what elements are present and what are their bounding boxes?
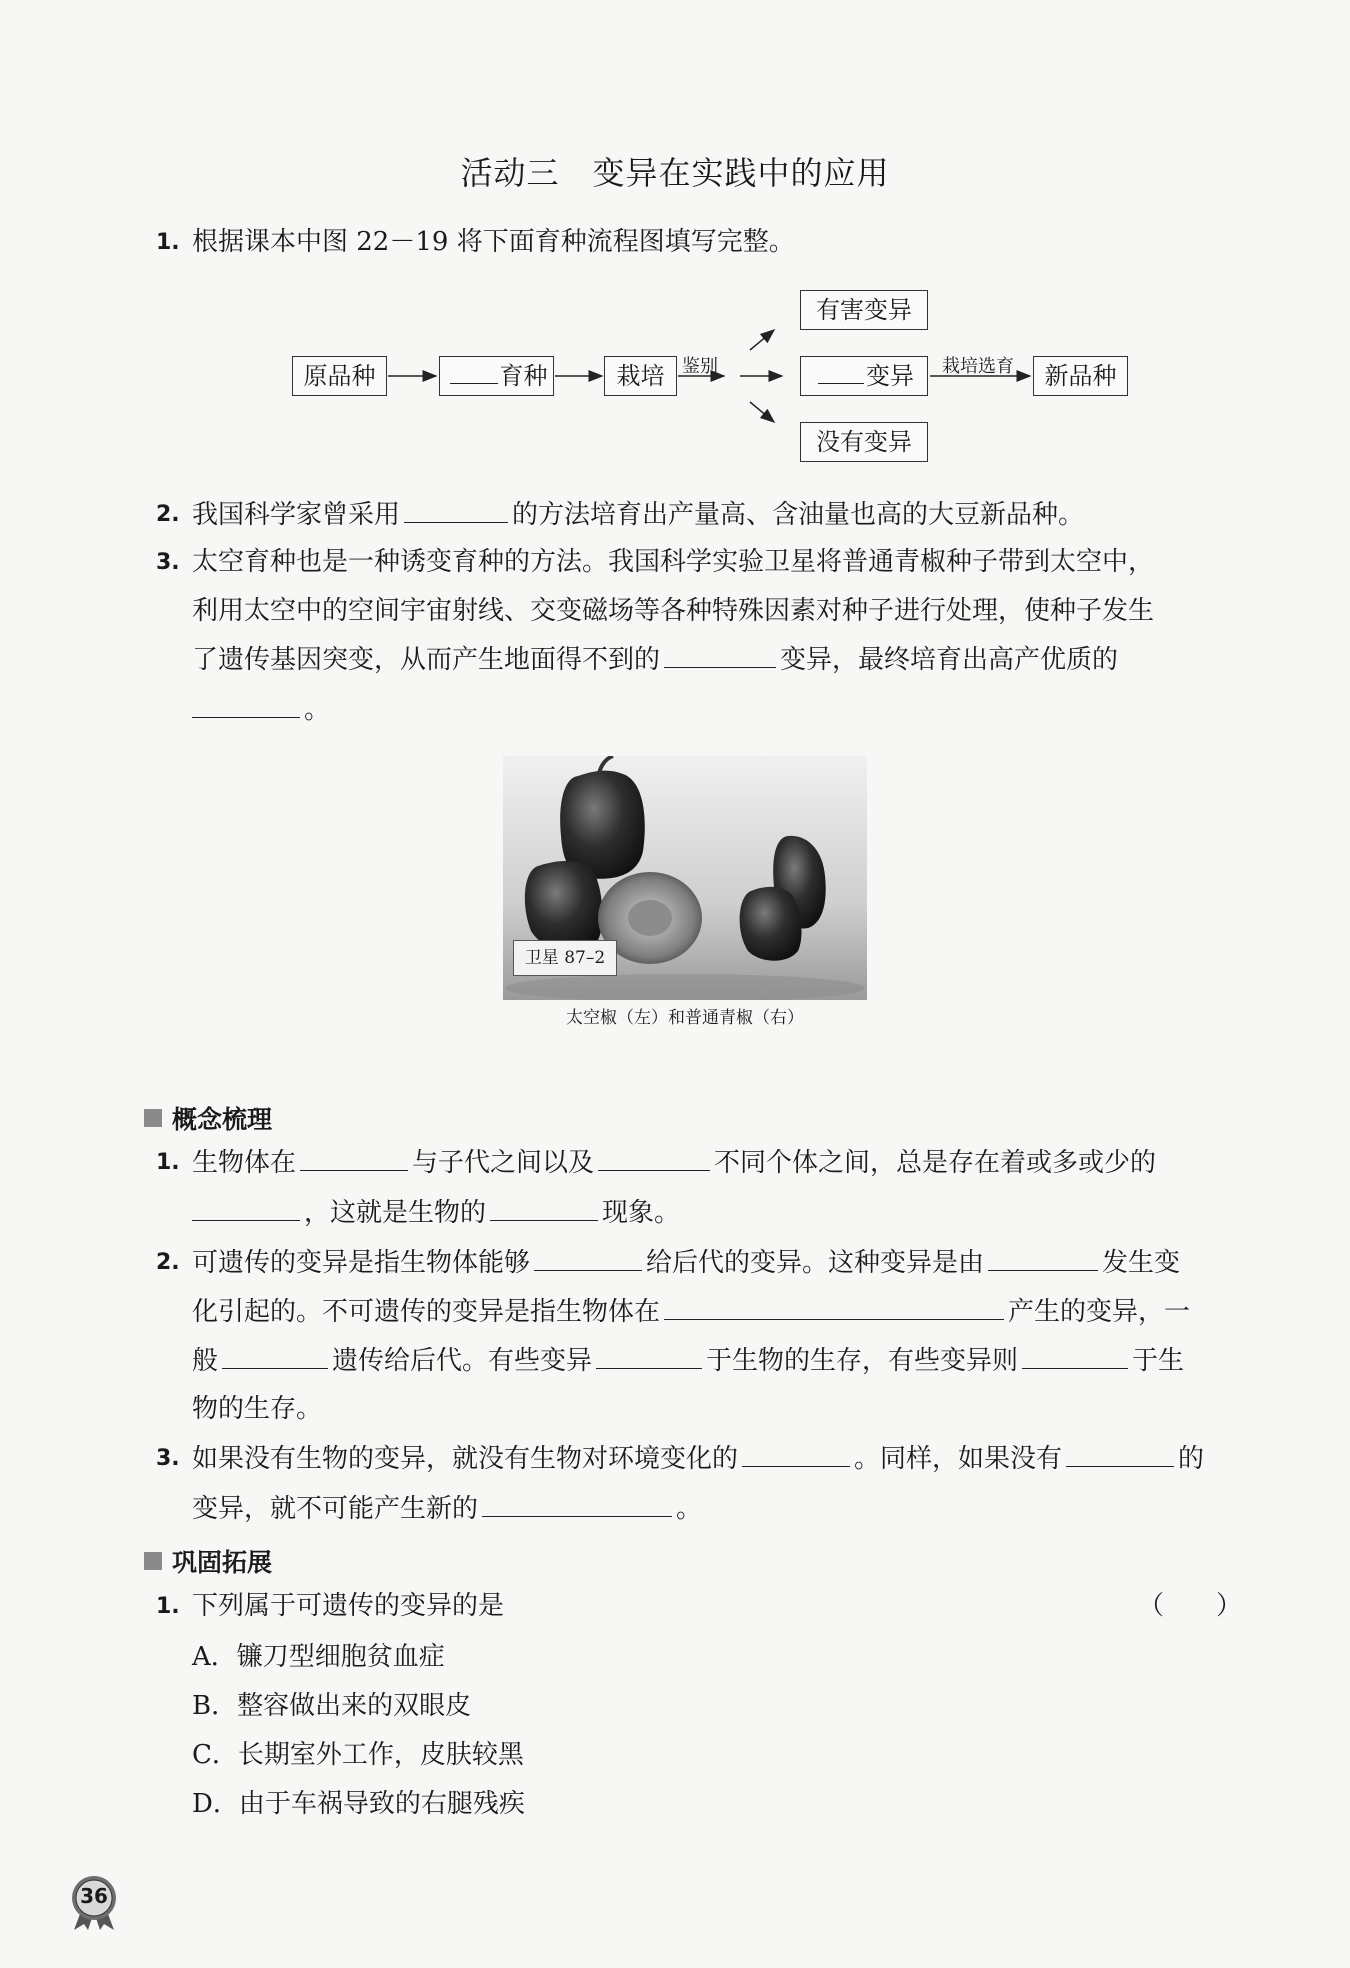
blank[interactable]	[222, 1343, 328, 1369]
question-text: 我国科学家曾采用 的方法培育出产量高、含油量也高的大豆新品种。	[192, 497, 1084, 532]
blank[interactable]	[450, 360, 498, 384]
question-number: 3.	[156, 1446, 180, 1471]
blank[interactable]	[1022, 1343, 1128, 1369]
question-text: 根据课本中图 22－19 将下面育种流程图填写完整。	[192, 227, 795, 257]
option-d[interactable]: D．由于车祸导致的右腿残疾	[192, 1789, 525, 1819]
flow-box-breeding: 育种	[439, 356, 554, 396]
activity-title: 活动三 变异在实践中的应用	[460, 154, 890, 192]
question-number: 3.	[156, 550, 180, 575]
question-text: 物的生存。	[192, 1394, 323, 1424]
question-text: 生物体在 与子代之间以及 不同个体之间，总是存在着或多或少的	[192, 1145, 1156, 1180]
question-text-line3: 了遗传基因突变，从而产生地面得不到的 变异，最终培育出高产优质的	[192, 642, 1118, 677]
question-number: 1.	[156, 1150, 180, 1175]
question-text-line1: 太空育种也是一种诱变育种的方法。我国科学实验卫星将普通青椒种子带到太空中，	[192, 547, 1155, 577]
blank[interactable]	[988, 1245, 1098, 1271]
question-text: 可遗传的变异是指生物体能够 给后代的变异。这种变异是由 发生变	[192, 1245, 1180, 1280]
question-text-line4: 。	[192, 692, 330, 727]
photo-label: 卫星 87–2	[513, 940, 617, 976]
question-number: 1.	[156, 230, 180, 255]
arrow-up	[750, 330, 774, 350]
blank[interactable]	[192, 692, 300, 718]
arrow-label-identify: 鉴别	[682, 356, 718, 377]
question-text: 如果没有生物的变异，就没有生物对环境变化的 。同样，如果没有 的	[192, 1441, 1204, 1476]
blank[interactable]	[490, 1195, 598, 1221]
answer-parentheses[interactable]: （ ）	[1138, 1591, 1243, 1621]
blank[interactable]	[404, 497, 508, 523]
question-number: 2.	[156, 1250, 180, 1275]
flow-box-harmful: 有害变异	[800, 290, 928, 330]
option-c[interactable]: C．长期室外工作，皮肤较黑	[192, 1740, 524, 1770]
question-number: 2.	[156, 502, 180, 527]
option-b[interactable]: B．整容做出来的双眼皮	[192, 1691, 472, 1721]
question-number: 1.	[156, 1594, 180, 1619]
blank[interactable]	[598, 1145, 710, 1171]
flow-box-variation: 变异	[800, 356, 928, 396]
flow-box-cultivate: 栽培	[604, 356, 677, 396]
question-text: 化引起的。不可遗传的变异是指生物体在 产生的变异，一	[192, 1294, 1190, 1329]
flow-box-original: 原品种	[292, 356, 387, 396]
arrow-down	[750, 402, 774, 422]
question-stem: 下列属于可遗传的变异的是	[192, 1591, 505, 1621]
blank[interactable]	[300, 1145, 408, 1171]
question-text: 变异，就不可能产生新的 。	[192, 1491, 702, 1526]
blank[interactable]	[1066, 1441, 1174, 1467]
blank[interactable]	[596, 1343, 702, 1369]
question-text: 般 遗传给后代。有些变异 于生物的生存，有些变异则 于生	[192, 1343, 1184, 1378]
section-square-icon	[144, 1109, 162, 1127]
question-text-line2: 利用太空中的空间宇宙射线、交变磁场等各种特殊因素对种子进行处理，使种子发生	[192, 596, 1155, 626]
flow-box-new: 新品种	[1033, 356, 1128, 396]
page-number: 36	[80, 1884, 108, 1908]
blank[interactable]	[664, 642, 776, 668]
section-heading-consolidate: 巩固拓展	[144, 1543, 272, 1579]
blank[interactable]	[818, 360, 864, 384]
photo-caption: 太空椒（左）和普通青椒（右）	[566, 1008, 804, 1028]
blank[interactable]	[482, 1491, 672, 1517]
flow-box-no-variation: 没有变异	[800, 422, 928, 462]
section-heading-concepts: 概念梳理	[144, 1100, 272, 1136]
arrow-label-select: 栽培选育	[942, 356, 1014, 377]
option-a[interactable]: A．镰刀型细胞贫血症	[192, 1642, 445, 1672]
question-text: ，这就是生物的 现象。	[192, 1195, 680, 1230]
blank[interactable]	[192, 1195, 300, 1221]
blank[interactable]	[534, 1245, 642, 1271]
pepper-photo	[503, 756, 867, 1000]
page-number-badge	[66, 1874, 122, 1930]
blank[interactable]	[742, 1441, 850, 1467]
section-square-icon	[144, 1552, 162, 1570]
blank[interactable]	[664, 1294, 1004, 1320]
